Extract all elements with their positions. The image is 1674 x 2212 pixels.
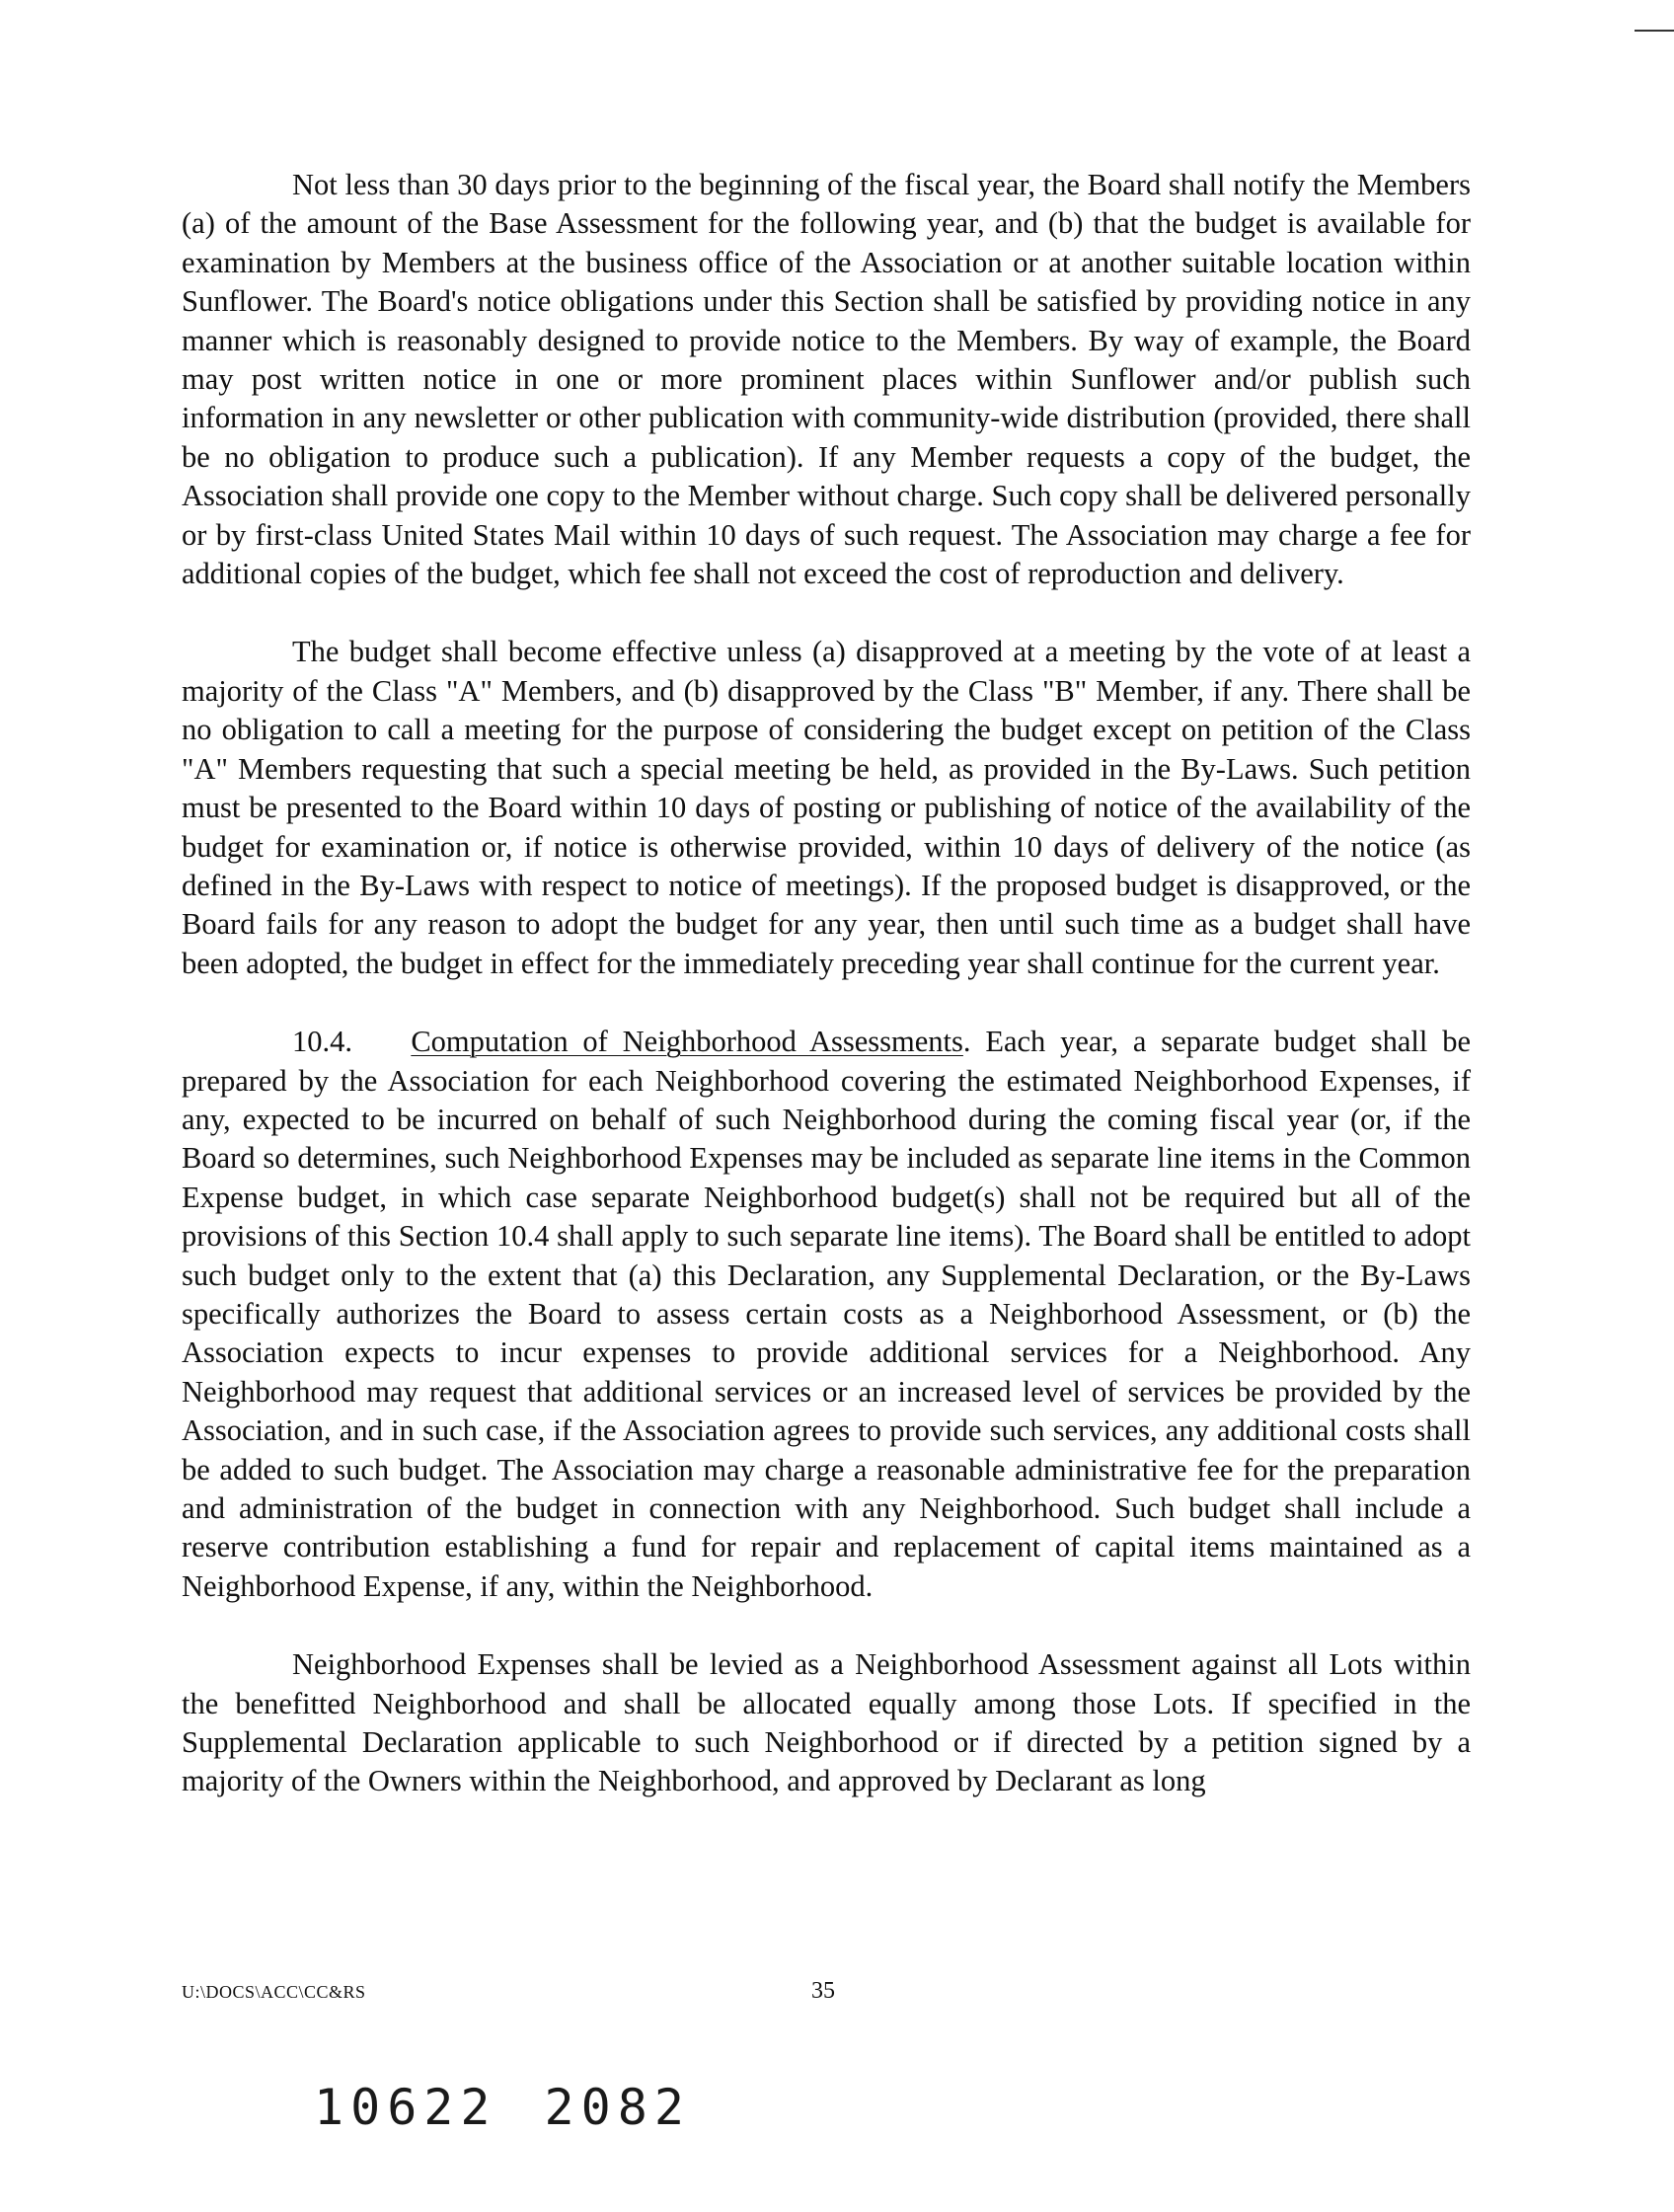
recording-page-number: 2082 (544, 2079, 691, 2136)
section-10-4-paragraph (182, 1023, 1471, 1606)
footer-file-path: U:\DOCS\ACC\CC&RS (182, 1982, 366, 2002)
recording-stamp (314, 2079, 691, 2136)
section-number: 10.4. (292, 1025, 352, 1059)
footer-page-number: 35 (811, 1978, 835, 2004)
paragraph-budget-notice: Not less than 30 days prior to the beginning of the fiscal year, the Board shall notify the Members (a) of the amount of the Base Assessment for the following year, and (b) that the budget is available for examination by Members at the business office of the Association or at another suitable location within Sunflower. The Board's notice obligations under this Section shall be satisfied by providing notice in any manner which is reasonably designed to provide notice to the Members. By way of example, the Board may post written notice in one or more prominent places within Sunflower and/or publish such information in any newsletter or other publication with community-wide distribution (provided, there shall be no obligation to produce such a publication). If any Member requests a copy of the budget, the Association shall provide one copy to the Member without charge. Such copy shall be delivered personally or by first-class United States Mail within 10 days of such request. The Association may charge a fee for additional copies of the budget, which fee shall not exceed the cost of reproduction and delivery. (182, 168, 1471, 591)
section-title: Computation of Neighborhood Assessments (411, 1025, 963, 1059)
section-body: . Each year, a separate budget shall be prepared by the Association for each Neighborhood covering the estimated Neighborhood Expenses, if any, expected to be incurred on behalf of such Neighborhood during the coming fiscal year (or, if the Board so determines, such Neighborhood Expenses may be included as separate line items in the Common Expense budget, in which case separate Neighborhood budget(s) shall not be required but all of the provisions of this Section 10.4 shall apply to such separate line items). The Board shall be entitled to adopt such budget only to the extent that (a) this Declaration, any Supplemental Declaration, or the By-Laws specifically authorizes the Board to assess certain costs as a Neighborhood Assessment, or (b) the Association expects to incur expenses to provide additional services for a Neighborhood. Any Neighborhood may request that additional services or an increased level of services be provided by the Association, and in such case, if the Association agrees to provide such services, any additional costs shall be added to such budget. The Association may charge a reasonable administrative fee for the preparation and administration of the budget in connection with any Neighborhood. Such budget shall include a reserve contribution establishing a fund for repair and replacement of capital items maintained as a Neighborhood Expense, if any, within the Neighborhood. (182, 1025, 1471, 1603)
paragraph-budget-effective: The budget shall become effective unless (a) disapproved at a meeting by the vote of at least a majority of the Class "A" Members, and (b) disapproved by the Class "B" Member, if any. There shall be no obligation to call a meeting for the purpose of considering the budget except on petition of the Class "A" Members requesting that such a special meeting be held, as provided in the By-Laws. Such petition must be presented to the Board within 10 days of posting or publishing of notice of the availability of the budget for examination or, if notice is otherwise provided, within 10 days of delivery of the notice (as defined in the By-Laws with respect to notice of meetings). If the proposed budget is disapproved, or the Board fails for any reason to adopt the budget for any year, then until such time as a budget shall have been adopted, the budget in effect for the immediately preceding year shall continue for the current year. (182, 635, 1471, 980)
document-body (182, 166, 1471, 1801)
recording-book-number: 10622 (314, 2079, 497, 2136)
scan-edge-mark (1635, 30, 1674, 32)
paragraph-neighborhood-expenses: Neighborhood Expenses shall be levied as a Neighborhood Assessment against all Lots within the benefitted Neighborhood and shall be allocated equally among those Lots. If specified in the Supplemental Declaration applicable to such Neighborhood or if directed by a petition signed by a majority of the Owners within the Neighborhood, and approved by Declarant as long (182, 1647, 1471, 1798)
